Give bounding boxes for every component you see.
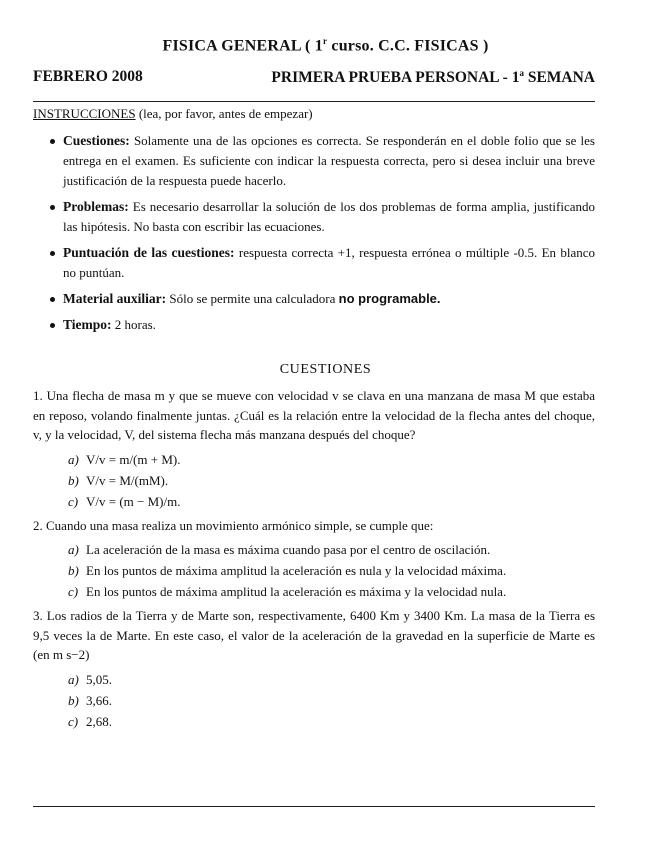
bullet-icon xyxy=(50,139,55,144)
title-text: FISICA GENERAL ( 1 xyxy=(162,37,323,55)
footer-divider xyxy=(33,806,595,807)
question-text xyxy=(33,606,595,665)
option-text: En los puntos de máxima amplitud la aceleración es máxima y la velocidad nula. xyxy=(86,584,507,599)
bullet-icon xyxy=(50,323,55,328)
question-number: 1. xyxy=(33,388,43,403)
option-text: V/v = m/(m + M). xyxy=(86,451,181,467)
exam-name xyxy=(271,68,595,87)
instruction-label: Material auxiliar: xyxy=(63,291,167,306)
option-text: En los puntos de máxima amplitud la aceleración es nula y la velocidad máxima. xyxy=(86,563,507,578)
header-divider xyxy=(33,101,595,102)
instruction-item-tiempo xyxy=(33,315,595,335)
option-label: c) xyxy=(68,493,79,509)
bullet-icon xyxy=(50,205,55,210)
instruction-label: Tiempo: xyxy=(63,317,112,332)
option-label: b) xyxy=(68,692,79,708)
questions-list xyxy=(33,386,595,736)
instruction-text: Sólo se permite una calculadora xyxy=(166,291,339,306)
instruction-label: Cuestiones: xyxy=(63,133,130,148)
option-b xyxy=(68,560,595,581)
instruction-text: respuesta correcta +1, respuesta errónea o múltiple -0.5. En blanco no puntúan. xyxy=(63,245,596,280)
option-b xyxy=(68,470,595,491)
instructions-list xyxy=(33,131,595,341)
question-body: Los radios de la Tierra y de Marte son, respectivamente, 6400 Km y 3400 Km. La masa de la Tierra es 9,5 veces la de Marte. En este caso, el valor de la aceleración de la gravedad en la superficie de Marte es (en m s−2) xyxy=(33,608,595,662)
question-3 xyxy=(33,606,595,732)
instruction-label: Problemas: xyxy=(63,199,129,214)
instruction-label: Puntuación de las cuestiones: xyxy=(63,245,235,260)
instructions-title: INSTRUCCIONES xyxy=(33,106,136,121)
instruction-text: Es necesario desarrollar la solución de los dos problemas de forma amplia, justificando las hipótesis. No basta con escribir las ecuaciones. xyxy=(63,199,595,234)
exam-date: FEBRERO 2008 xyxy=(33,68,143,85)
options-list xyxy=(33,669,595,732)
option-label: a) xyxy=(68,451,79,467)
option-label: a) xyxy=(68,542,79,557)
instruction-item-puntuacion xyxy=(33,243,595,283)
options-list xyxy=(33,449,595,512)
question-1 xyxy=(33,386,595,512)
option-a xyxy=(68,669,595,690)
exam-name-text: PRIMERA PRUEBA PERSONAL - 1 xyxy=(271,69,520,87)
options-list xyxy=(33,539,595,602)
page-title xyxy=(0,36,651,55)
option-label: b) xyxy=(68,472,79,488)
question-text xyxy=(33,386,595,445)
instruction-emphasis: no programable. xyxy=(338,291,441,306)
option-label: c) xyxy=(68,713,79,729)
section-title: CUESTIONES xyxy=(279,362,372,377)
instruction-item-problemas xyxy=(33,197,595,237)
option-a xyxy=(68,449,595,470)
instruction-text: 2 horas. xyxy=(111,317,156,332)
option-text: 2,68. xyxy=(86,713,112,729)
option-c xyxy=(68,581,595,602)
option-text: 5,05. xyxy=(86,671,112,687)
option-c xyxy=(68,711,595,732)
option-text: La aceleración de la masa es máxima cuando pasa por el centro de oscilación. xyxy=(86,542,491,557)
instructions-note: (lea, por favor, antes de empezar) xyxy=(135,106,313,121)
option-text: 3,66. xyxy=(86,692,112,708)
title-text-end: curso. C.C. FISICAS ) xyxy=(327,37,489,55)
question-text xyxy=(33,516,595,536)
question-2 xyxy=(33,516,595,603)
bullet-icon xyxy=(50,251,55,256)
exam-name-text-end: SEMANA xyxy=(523,69,595,87)
exam-subheader xyxy=(33,68,595,90)
question-number: 2. xyxy=(33,517,43,533)
option-label: b) xyxy=(68,563,79,578)
option-a xyxy=(68,539,595,560)
option-text: V/v = (m − M)/m. xyxy=(86,493,181,509)
option-b xyxy=(68,690,595,711)
bullet-icon xyxy=(50,297,55,302)
question-number: 3. xyxy=(33,608,43,623)
option-c xyxy=(68,491,595,512)
instruction-item-cuestiones xyxy=(33,131,595,191)
option-label: c) xyxy=(68,584,79,599)
option-text: V/v = M/(mM). xyxy=(86,472,169,488)
exam-name-superscript: a xyxy=(519,68,524,78)
instructions-heading xyxy=(33,106,313,122)
option-label: a) xyxy=(68,671,79,687)
instruction-text: Solamente una de las opciones es correcta. Se responderán en el doble folio que se les entrega en el examen. Es suficiente con indicar la respuesta correcta, pero si desea incluir una breve justificación de la respuesta puede hacerlo. xyxy=(63,133,595,188)
title-superscript: r xyxy=(323,36,328,46)
question-body: Cuando una masa realiza un movimiento armónico simple, se cumple que: xyxy=(46,517,434,533)
question-body: Una flecha de masa m y que se mueve con velocidad v se clava en una manzana de masa M que estaba en reposo, volando finalmente juntas. ¿Cuál es la relación entre la velocidad de la flecha antes del choque, v, y la velocidad, V, del sistema flecha más manzana después del choque? xyxy=(33,388,595,442)
instruction-item-material xyxy=(33,289,595,309)
